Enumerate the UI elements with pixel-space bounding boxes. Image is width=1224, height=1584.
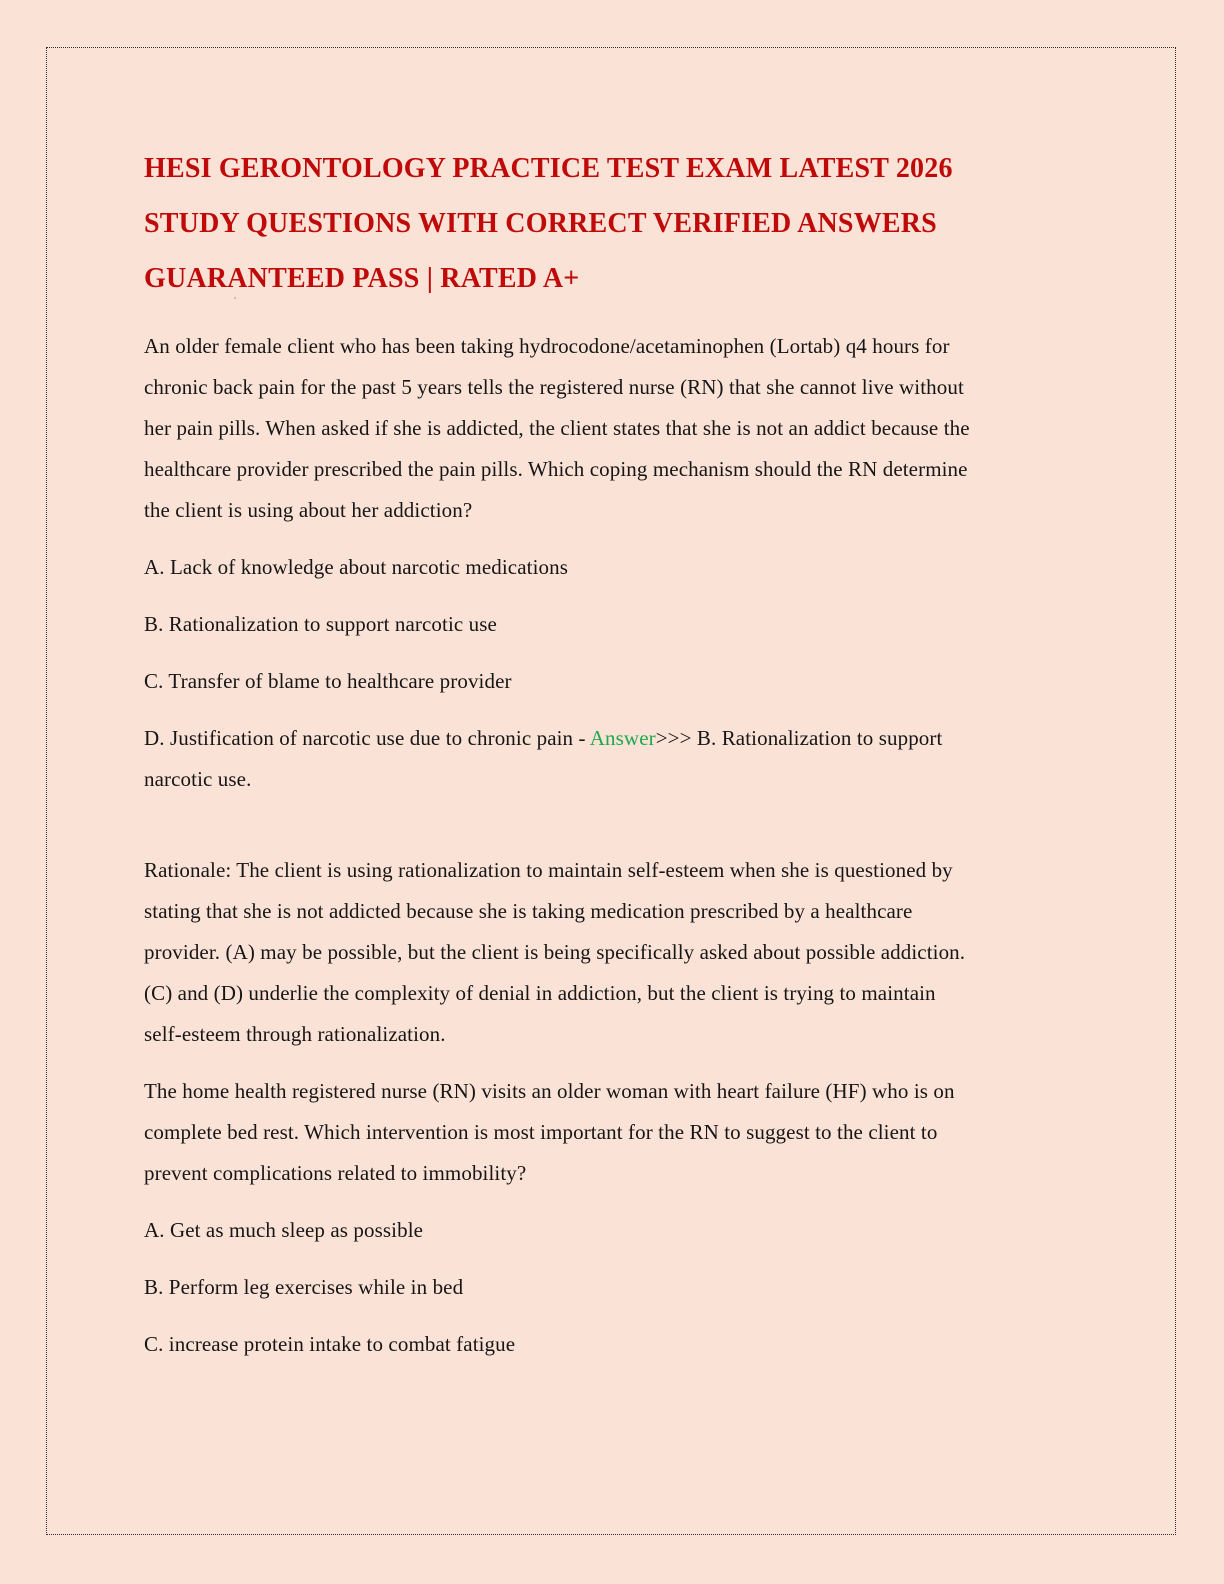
option-d-correct-answer-text: >>> B. Rationalization to support [655,726,943,750]
question-2-option-a: A. Get as much sleep as possible [144,1218,424,1242]
question-1-option-d [144,718,1084,800]
question-1-option-c: C. Transfer of blame to healthcare provider [144,669,512,693]
stray-mark: ' [234,295,236,307]
question-2-option-c: C. increase protein intake to combat fatigue [144,1332,516,1356]
option-d-correct-answer-wrap: narcotic use. [144,767,252,791]
answer-label: Answer [589,726,656,750]
document-content [47,48,1164,1365]
document-title: HESI GERONTOLOGY PRACTICE TEST EXAM LATEST 2026 STUDY QUESTIONS WITH CORRECT VERIFIED ANSWERS GUARANTEED PASS | RATED A+ [144,153,953,294]
question-2-stem: The home health registered nurse (RN) visits an older woman with heart failure (HF) who is on complete bed rest. Which intervention is most important for the RN to suggest to the client to prevent complications related to immobility? [144,1079,955,1185]
question-1-option-a: A. Lack of knowledge about narcotic medications [144,555,568,579]
question-1-stem: An older female client who has been taking hydrocodone/acetaminophen (Lortab) q4 hours for chronic back pain for the past 5 years tells the registered nurse (RN) that she cannot live without her pain pills. When asked if she is addicted, the client states that she is not an addict because the healthcare provider prescribed the pain pills. Which coping mechanism should the RN determine the client is using about her addiction? [144,334,970,522]
rationale-text: Rationale: The client is using rationalization to maintain self-esteem when she is questioned by stating that she is not addicted because she is taking medication prescribed by a healthcare provider. (A) may be possible, but the client is being specifically asked about possible addiction. (C) and (D) underlie the complexity of denial in addiction, but the client is trying to maintain self-esteem through rationalization. [144,858,966,1046]
option-d-text: D. Justification of narcotic use due to chronic pain - [144,726,590,750]
question-2-option-b: B. Perform leg exercises while in bed [144,1275,464,1299]
page-border [46,47,1176,1535]
question-1-option-b: B. Rationalization to support narcotic use [144,612,497,636]
